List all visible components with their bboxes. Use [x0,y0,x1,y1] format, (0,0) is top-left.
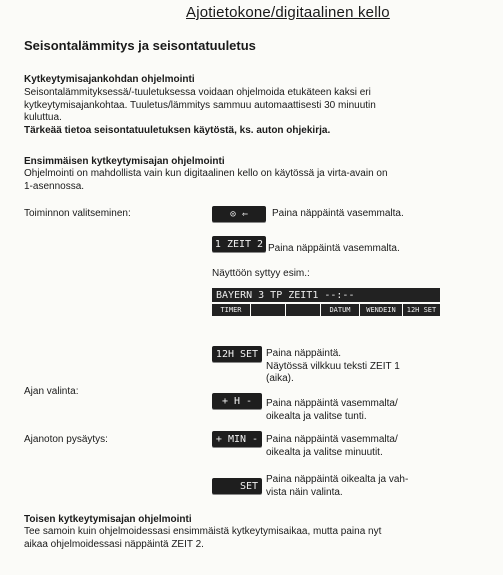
step6-line1: Paina näppäintä oikealta ja vah- [266,474,409,485]
display-cell-timer: TIMER [212,304,250,316]
block1-line3: kuluttua. [24,112,62,123]
block2-line1: Ohjelmointi on mahdollista vain kun digitaalinen kello on käytössä ja virta-avain on [24,168,388,179]
step5-text [266,434,432,459]
block3-line2: aikaa ohjelmoidessasi näppäintä ZEIT 2. [24,538,204,550]
block2-title: Ensimmäisen kytkeytymisajan ohjelmointi [24,156,225,167]
zeit-key[interactable]: 1 ZEIT 2 [212,236,266,252]
12h-set-key[interactable]: 12H SET [212,346,262,362]
step5-line1: Paina näppäintä vasemmalta/ [266,434,398,445]
step5-line2: oikealta ja valitse minuutit. [266,446,383,458]
block1-line2: kytkeytymisajankohtaa. Tuuletus/lämmitys sammuu automaattisesti 30 minuutin [24,99,376,111]
block2-line2: 1-asennossa. [24,180,85,192]
block1-text [24,87,454,137]
step3-line3: (aika). [266,373,294,384]
display-cell-blank [286,304,320,316]
step4-text [266,398,432,423]
function-select-label: Toiminnon valitseminen: [24,208,131,219]
step1-text: Paina näppäintä vasemmalta. [272,208,404,219]
step4-line1: Paina näppäintä vasemmalta/ [266,398,398,409]
page-header-title: Ajotietokone/digitaalinen kello [186,4,390,21]
block1-note: Tärkeää tietoa seisontatuuletuksen käytöstä, ks. auton ohjekirja. [24,124,331,136]
hour-key[interactable]: + H - [212,393,262,409]
display-cell-blank [251,304,285,316]
section-title: Seisontalämmitys ja seisontatuuletus [24,38,256,53]
set-key[interactable]: SET [212,478,262,494]
block3-text [24,526,454,551]
step2-text: Paina näppäintä vasemmalta. [268,243,400,254]
step4-line2: oikealta ja valitse tunti. [266,410,367,422]
display-cell-datum: DATUM [321,304,359,316]
step6-text [266,474,436,499]
step6-line2: vista näin valinta. [266,486,343,498]
clock-function-key[interactable]: ⊙ ⇐ [212,206,266,222]
block3-title: Toisen kytkeytymisajan ohjelmointi [24,514,192,525]
block2-text [24,168,454,193]
block3-line1: Tee samoin kuin ohjelmoidessasi ensimmäistä kytkeytymisaikaa, mutta paina nyt [24,526,382,537]
minute-key[interactable]: + MIN - [212,431,262,447]
step3-line1: Paina näppäintä. [266,348,342,359]
display-intro: Näyttöön syttyy esim.: [212,268,310,279]
step3-text [266,348,400,386]
display-cell-12h-set: 12H SET [403,304,440,316]
display-top-row: BAYERN 3 TP ZEIT1 --:-- [212,288,440,302]
display-bottom-row [212,304,440,316]
display-cell-wendein: WENDEIN [360,304,402,316]
block1-line1: Seisontalämmityksessä/-tuuletuksessa voidaan ohjelmoida etukäteen kaksi eri [24,87,371,98]
time-select-label: Ajan valinta: [24,386,79,397]
runtime-stop-label: Ajanoton pysäytys: [24,434,108,445]
step3-line2: Näytössä vilkkuu teksti ZEIT 1 [266,360,400,372]
block1-title: Kytkeytymisajankohdan ohjelmointi [24,74,195,85]
